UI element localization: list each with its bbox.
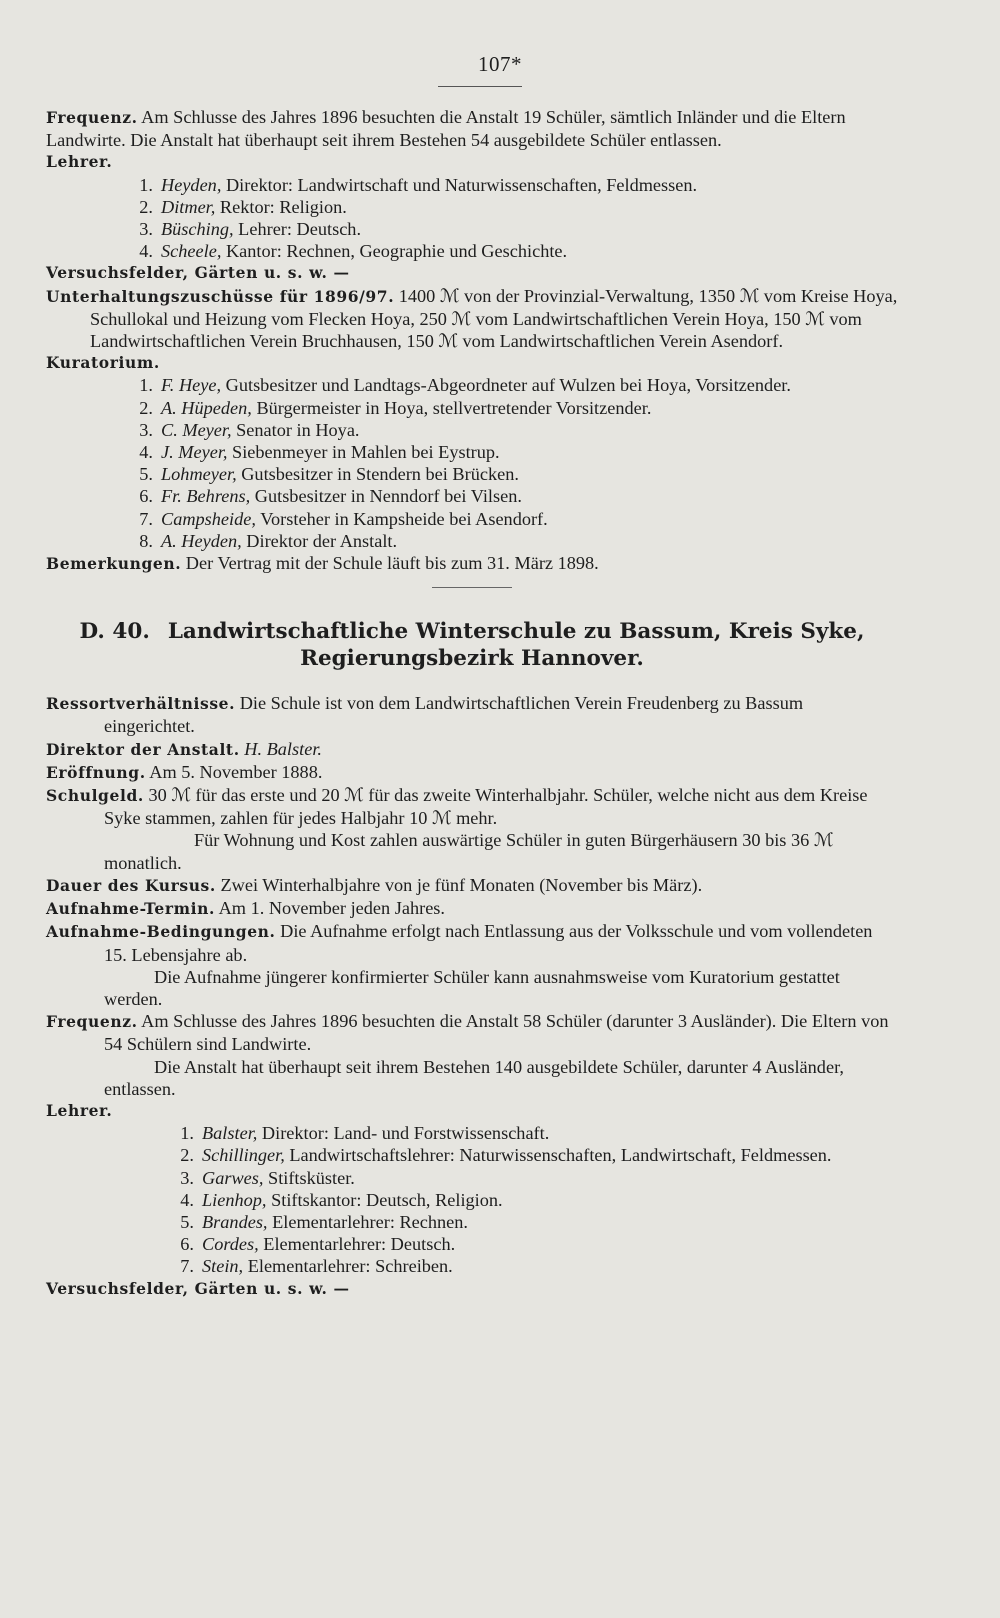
- item-number: 7.: [139, 508, 153, 529]
- bedingungen-heading: Aufnahme-Bedingungen.: [46, 922, 276, 942]
- item-text: [161, 463, 898, 485]
- list-item: [46, 240, 898, 262]
- frequenz2-paragraph: [46, 1010, 898, 1055]
- person-name: Campsheide,: [161, 508, 256, 529]
- section-title: [46, 618, 898, 672]
- person-name: C. Meyer,: [161, 419, 232, 440]
- lehrer2-list: [46, 1122, 898, 1277]
- list-item: [46, 419, 898, 441]
- person-name: Balster,: [202, 1123, 258, 1144]
- person-description: Gutsbesitzer und Landtags-Abgeordneter auf Wulzen bei Hoya, Vorsitzender.: [221, 375, 791, 396]
- lehrer-heading: Lehrer.: [46, 152, 113, 172]
- person-description: Direktor: Landwirtschaft und Naturwissenschaften, Feldmessen.: [221, 174, 698, 195]
- list-item: [46, 441, 898, 463]
- person-description: Gutsbesitzer in Nenndorf bei Vilsen.: [250, 486, 522, 507]
- frequenz2-heading: Frequenz.: [46, 1012, 138, 1032]
- kuratorium-heading: Kuratorium.: [46, 353, 160, 373]
- list-item: [46, 508, 898, 530]
- schulgeld-text: 30 ℳ für das erste und 20 ℳ für das zweite Winterhalbjahr. Schüler, welche nicht aus dem Kreise Syke stammen, zahlen für jedes Halbjahr 10 ℳ mehr.: [104, 785, 868, 829]
- person-name: Fr. Behrens,: [161, 486, 251, 507]
- item-text: [161, 397, 898, 419]
- item-number: 4.: [139, 442, 153, 463]
- person-description: Elementarlehrer: Deutsch.: [258, 1234, 456, 1255]
- list-item: [46, 530, 898, 552]
- bedingungen-text-2: Die Aufnahme jüngerer konfirmierter Schüler kann ausnahmsweise vom Kuratorium gestattet werden.: [104, 966, 840, 1009]
- lehrer-list: [46, 174, 898, 263]
- person-description: Elementarlehrer: Schreiben.: [243, 1256, 453, 1277]
- person-name: Heyden,: [161, 174, 222, 195]
- item-text: [202, 1255, 898, 1277]
- section-code: D. 40.: [79, 619, 150, 645]
- item-number: 5.: [139, 464, 153, 485]
- list-item: [46, 1144, 898, 1166]
- versuchsfelder-heading: Versuchsfelder, Gärten u. s. w. —: [46, 263, 350, 283]
- bedingungen-paragraph: [46, 920, 898, 965]
- person-name: F. Heye,: [161, 375, 222, 396]
- termin-text: Am 1. November jeden Jahres.: [215, 898, 445, 919]
- list-item: [46, 1189, 898, 1211]
- item-number: 2.: [180, 1145, 194, 1166]
- item-number: 2.: [139, 196, 153, 217]
- unterhaltung-text: 1400 ℳ von der Provinzial-Verwaltung, 1350 ℳ vom Kreise Hoya, Schullokal und Heizung vom Flecken Hoya, 250 ℳ vom Landwirtschaftlichen Verein Hoya, 150 ℳ vom Landwirtschaftlichen Verein Bruchhausen, 150 ℳ vom Landwirtschaftlichen Verein Asendorf.: [90, 285, 898, 352]
- bemerkungen-heading: Bemerkungen.: [46, 554, 182, 574]
- item-text: [202, 1233, 898, 1255]
- ressort-text: Die Schule ist von dem Landwirtschaftlichen Verein Freudenberg zu Bassum eingerichtet.: [104, 693, 804, 737]
- page-text: [46, 106, 898, 1300]
- list-item: [46, 1211, 898, 1233]
- person-description: Elementarlehrer: Rechnen.: [267, 1211, 469, 1232]
- lehrer2-heading: Lehrer.: [46, 1100, 113, 1120]
- person-name: Lohmeyer,: [161, 464, 237, 485]
- item-text: [202, 1167, 898, 1189]
- person-description: Bürgermeister in Hoya, stellvertretender Vorsitzender.: [251, 397, 652, 418]
- person-description: Senator in Hoya.: [231, 419, 360, 440]
- eroeffnung-heading: Eröffnung.: [46, 762, 146, 782]
- item-number: 6.: [139, 486, 153, 507]
- dauer-text: Zwei Winterhalbjahre von je fünf Monaten (November bis März).: [215, 874, 703, 895]
- list-item: [46, 485, 898, 507]
- termin-heading: Aufnahme-Termin.: [46, 899, 216, 919]
- item-text: [202, 1144, 898, 1166]
- kuratorium-list: [46, 374, 898, 552]
- item-number: 2.: [139, 397, 153, 418]
- person-name: J. Meyer,: [161, 442, 228, 463]
- person-name: Scheele,: [161, 241, 222, 262]
- list-item: [46, 374, 898, 396]
- item-text: [161, 419, 898, 441]
- unterhaltung-paragraph: [46, 285, 898, 353]
- list-item: [46, 1233, 898, 1255]
- person-description: Direktor der Anstalt.: [241, 530, 398, 551]
- item-number: 5.: [180, 1211, 194, 1232]
- item-number: 4.: [139, 241, 153, 262]
- bedingungen-paragraph-2: [46, 966, 898, 1010]
- eroeffnung-text: Am 5. November 1888.: [145, 761, 323, 782]
- person-name: Büsching,: [161, 219, 234, 240]
- person-name: Schillinger,: [202, 1145, 285, 1166]
- list-item: [46, 174, 898, 196]
- dauer-paragraph: [46, 874, 898, 897]
- direktor-heading: Direktor der Anstalt.: [46, 739, 240, 759]
- item-text: [161, 441, 898, 463]
- dauer-heading: Dauer des Kursus.: [46, 875, 216, 895]
- person-name: Lienhop,: [202, 1189, 267, 1210]
- section-separator: [432, 587, 512, 588]
- frequenz-paragraph: [46, 106, 898, 151]
- person-name: Stein,: [202, 1256, 244, 1277]
- frequenz2-paragraph-2: [46, 1056, 898, 1100]
- item-number: 3.: [180, 1167, 194, 1188]
- item-number: 3.: [139, 419, 153, 440]
- list-item: [46, 463, 898, 485]
- item-number: 1.: [139, 375, 153, 396]
- direktor-paragraph: [46, 738, 898, 761]
- item-number: 4.: [180, 1189, 194, 1210]
- ressort-heading: Ressortverhältnisse.: [46, 694, 236, 714]
- ressort-paragraph: [46, 692, 898, 737]
- person-name: Brandes,: [202, 1211, 268, 1232]
- schulgeld-paragraph-2: [46, 829, 898, 873]
- person-name: Ditmer,: [161, 196, 216, 217]
- termin-paragraph: [46, 897, 898, 920]
- bedingungen-text: Die Aufnahme erfolgt nach Entlassung aus der Volksschule und vom vollendeten 15. Lebensjahre ab.: [104, 921, 873, 965]
- item-number: 7.: [180, 1256, 194, 1277]
- person-description: Gutsbesitzer in Stendern bei Brücken.: [236, 464, 519, 485]
- item-text: [161, 240, 898, 262]
- item-text: [161, 196, 898, 218]
- item-text: [161, 218, 898, 240]
- list-item: [46, 196, 898, 218]
- eroeffnung-paragraph: [46, 761, 898, 784]
- item-text: [202, 1122, 898, 1144]
- person-description: Direktor: Land- und Forstwissenschaft.: [257, 1123, 550, 1144]
- header-rule: [438, 86, 522, 87]
- item-text: [161, 174, 898, 196]
- item-number: 6.: [180, 1234, 194, 1255]
- item-text: [161, 374, 898, 396]
- list-item: [46, 397, 898, 419]
- item-number: 1.: [139, 174, 153, 195]
- person-description: Lehrer: Deutsch.: [233, 219, 362, 240]
- person-name: A. Heyden,: [161, 530, 242, 551]
- frequenz2-text: Am Schlusse des Jahres 1896 besuchten die Anstalt 58 Schüler (darunter 3 Ausländer). Die Eltern von 54 Schülern sind Landwirte.: [104, 1011, 889, 1055]
- item-text: [161, 508, 898, 530]
- person-description: Siebenmeyer in Mahlen bei Eystrup.: [227, 442, 500, 463]
- person-description: Kantor: Rechnen, Geographie und Geschichte.: [221, 241, 568, 262]
- unterhaltung-heading: Unterhaltungszuschüsse für 1896/97.: [46, 286, 395, 306]
- person-description: Vorsteher in Kampsheide bei Asendorf.: [255, 508, 548, 529]
- schulgeld-text-2: Für Wohnung und Kost zahlen auswärtige Schüler in guten Bürgerhäusern 30 bis 36 ℳ monatlich.: [104, 830, 834, 873]
- list-item: [46, 1122, 898, 1144]
- bemerkungen-paragraph: [46, 552, 898, 575]
- list-item: [46, 1255, 898, 1277]
- versuchsfelder2-heading: Versuchsfelder, Gärten u. s. w. —: [46, 1278, 350, 1298]
- person-name: Cordes,: [202, 1234, 259, 1255]
- section-title-line1: Landwirtschaftliche Winterschule zu Bassum, Kreis Syke,: [167, 619, 865, 645]
- person-name: A. Hüpeden,: [161, 397, 252, 418]
- frequenz-heading: Frequenz.: [46, 108, 138, 127]
- list-item: [46, 1167, 898, 1189]
- item-text: [161, 485, 898, 507]
- person-description: Stiftsküster.: [263, 1167, 355, 1188]
- item-text: [202, 1189, 898, 1211]
- bemerkungen-text: Der Vertrag mit der Schule läuft bis zum 31. März 1898.: [181, 553, 599, 574]
- schulgeld-paragraph: [46, 784, 898, 829]
- item-number: 8.: [139, 530, 153, 551]
- direktor-name: H. Balster.: [244, 738, 322, 759]
- list-item: [46, 218, 898, 240]
- section-title-line2: Regierungsbezirk Hannover.: [300, 646, 644, 672]
- item-number: 3.: [139, 219, 153, 240]
- person-description: Stiftskantor: Deutsch, Religion.: [266, 1189, 503, 1210]
- item-text: [202, 1211, 898, 1233]
- item-text: [161, 530, 898, 552]
- frequenz2-text-2: Die Anstalt hat überhaupt seit ihrem Bestehen 140 ausgebildete Schüler, darunter 4 Ausländer, entlassen.: [104, 1056, 844, 1099]
- person-name: Garwes,: [202, 1167, 264, 1188]
- page-number: 107*: [478, 52, 522, 76]
- schulgeld-heading: Schulgeld.: [46, 786, 144, 806]
- person-description: Landwirtschaftslehrer: Naturwissenschaften, Landwirtschaft, Feldmessen.: [284, 1145, 832, 1166]
- item-number: 1.: [180, 1123, 194, 1144]
- frequenz-text: Am Schlusse des Jahres 1896 besuchten die Anstalt 19 Schüler, sämtlich Inländer und die Eltern Landwirte. Die Anstalt hat überhaupt seit ihrem Bestehen 54 ausgebildete Schüler entlassen.: [46, 107, 846, 151]
- person-description: Rektor: Religion.: [215, 196, 347, 217]
